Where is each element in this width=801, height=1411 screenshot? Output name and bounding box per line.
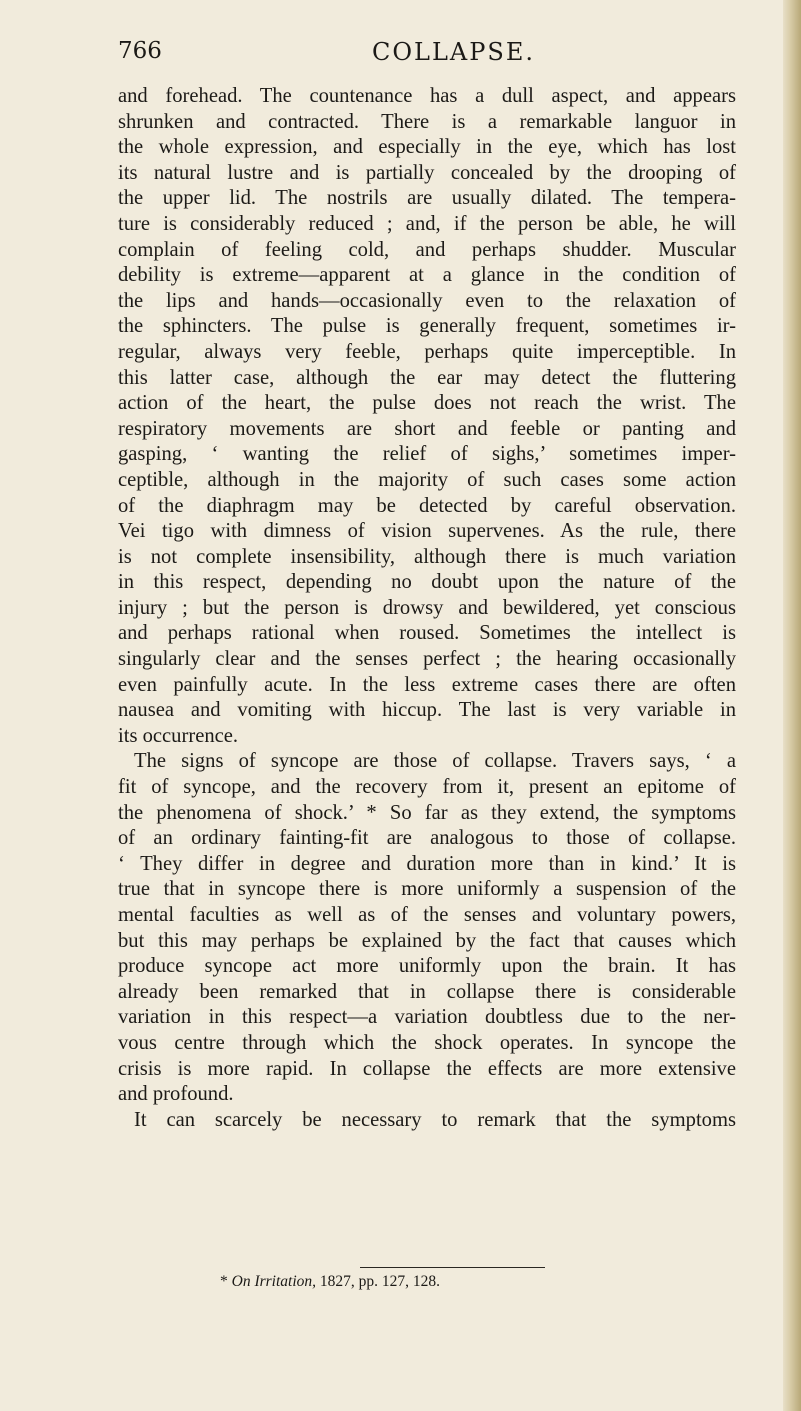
text-line: and perhaps rational when roused. Sometimes the intellect is — [118, 622, 736, 645]
text-line: shrunken and contracted. There is a remarkable languor in — [118, 110, 736, 133]
text-line: its occurrence. — [118, 724, 239, 747]
text-line: of the diaphragm may be detected by careful observation. — [118, 494, 736, 517]
footnote-title: On Irritation, — [231, 1273, 317, 1290]
running-title: COLLAPSE. — [372, 38, 535, 66]
text-line: It can scarcely be necessary to remark that the symptoms — [134, 1108, 736, 1131]
text-line: and profound. — [118, 1083, 234, 1106]
text-line: variation in this respect—a variation doubtless due to the ner- — [118, 1006, 736, 1029]
text-line: ‘ They differ in degree and duration more than in kind.’ It is — [118, 852, 736, 875]
text-line: but this may perhaps be explained by the fact that causes which — [118, 929, 736, 952]
body-text — [118, 84, 736, 1133]
text-line: the lips and hands—occasionally even to the relaxation of — [118, 289, 736, 312]
text-line: mental faculties as well as of the senses and voluntary powers, — [118, 904, 736, 926]
text-line: action of the heart, the pulse does not reach the wrist. The — [118, 392, 736, 415]
footnote-marker: * — [220, 1273, 228, 1290]
text-line: singularly clear and the senses perfect ; the hearing occasionally — [118, 648, 736, 671]
text-line: and forehead. The countenance has a dull aspect, and appears — [118, 85, 736, 107]
text-line: complain of feeling cold, and perhaps shudder. Muscular — [118, 238, 736, 261]
text-line: nausea and vomiting with hiccup. The last is very variable in — [118, 699, 736, 722]
page-header — [110, 38, 710, 78]
text-line: the whole expression, and especially in the eye, which has lost — [118, 136, 736, 159]
text-line: the upper lid. The nostrils are usually dilated. The tempera- — [118, 187, 736, 210]
text-line: fit of syncope, and the recovery from it, present an epitome of — [118, 776, 736, 799]
text-line: this latter case, although the ear may detect the fluttering — [118, 366, 736, 389]
text-line: vous centre through which the shock operates. In syncope the — [118, 1031, 736, 1054]
text-line: Vei tigo with dimness of vision supervenes. As the rule, there — [118, 520, 736, 543]
text-line: gasping, ‘ wanting the relief of sighs,’ sometimes imper- — [118, 443, 736, 466]
text-line: is not complete insensibility, although there is much variation — [118, 545, 736, 568]
footnote-citation: 1827, pp. 127, 128. — [319, 1273, 441, 1290]
footnote — [220, 1273, 440, 1291]
text-line: its natural lustre and is partially concealed by the drooping of — [118, 161, 736, 184]
text-line: already been remarked that in collapse there is considerable — [118, 980, 736, 1003]
text-line: The signs of syncope are those of collapse. Travers says, ‘ a — [134, 750, 736, 773]
text-line: injury ; but the person is drowsy and bewildered, yet conscious — [118, 596, 736, 619]
footnote-rule — [360, 1267, 545, 1268]
text-line: of an ordinary fainting-fit are analogous to those of collapse. — [118, 827, 736, 850]
text-line: respiratory movements are short and feeble or panting and — [118, 417, 736, 440]
text-line: the phenomena of shock.’ * So far as they extend, the symptoms — [118, 801, 736, 824]
text-line: ceptible, although in the majority of such cases some action — [118, 468, 736, 491]
text-line: produce syncope act more uniformly upon the brain. It has — [118, 955, 736, 978]
text-line: true that in syncope there is more uniformly a suspension of the — [118, 878, 736, 901]
page-edge-shadow — [783, 0, 801, 1411]
text-line: ture is considerably reduced ; and, if the person be able, he will — [118, 212, 736, 235]
text-line: debility is extreme—apparent at a glance in the condition of — [118, 264, 736, 287]
page-number: 766 — [118, 38, 162, 64]
text-line: the sphincters. The pulse is generally frequent, sometimes ir- — [118, 315, 736, 338]
text-line: even painfully acute. In the less extreme cases there are often — [118, 673, 736, 696]
text-line: regular, always very feeble, perhaps quite imperceptible. In — [118, 340, 736, 363]
text-line: crisis is more rapid. In collapse the effects are more extensive — [118, 1057, 736, 1080]
text-line: in this respect, depending no doubt upon the nature of the — [118, 571, 736, 594]
